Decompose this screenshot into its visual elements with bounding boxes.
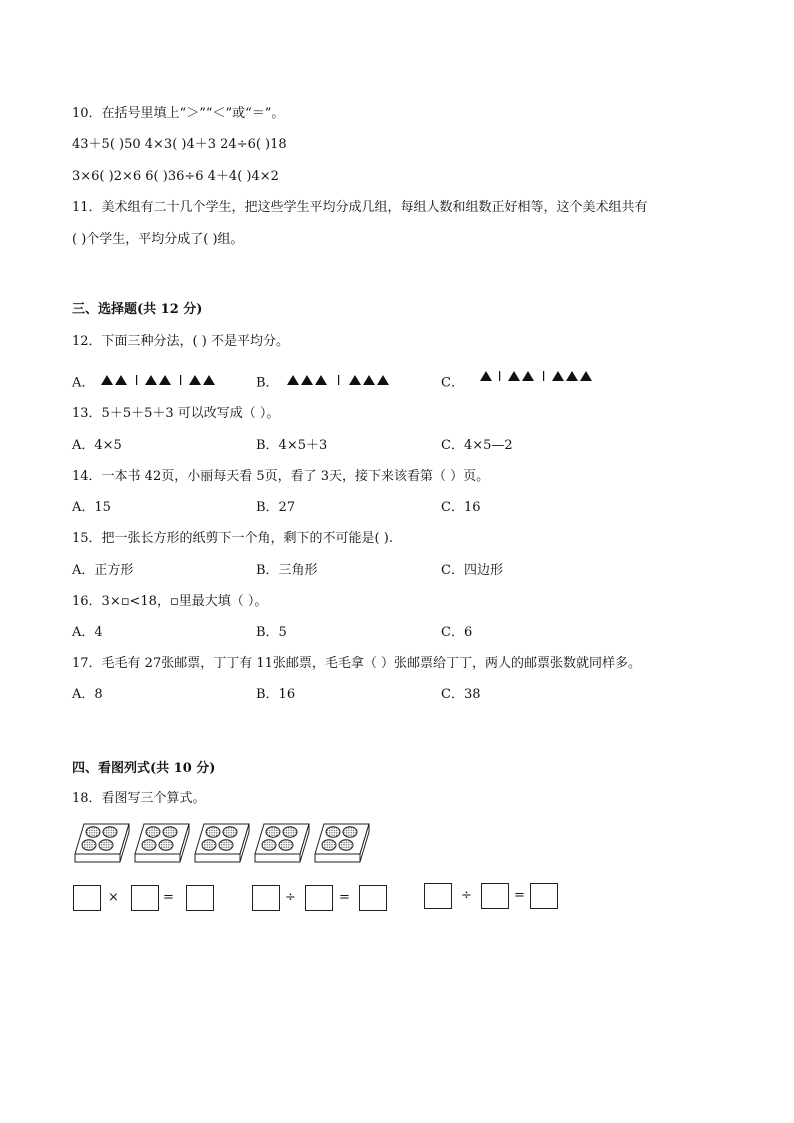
q11-line2: ( )个学生，平均分成了( )组。 [72, 232, 244, 247]
q12-option-a [72, 372, 229, 394]
q16-option-c: C．6 [441, 625, 473, 640]
q14-option-b: B．27 [256, 500, 296, 515]
answer-box[interactable] [530, 883, 558, 909]
multiply-sign: × [108, 890, 119, 905]
triangle-groups-icon [283, 372, 403, 388]
answer-box[interactable] [252, 885, 280, 911]
q12-option-b-label: B． [256, 375, 279, 391]
tray-icon [74, 822, 130, 864]
tray-icon [254, 822, 310, 864]
q15-option-c: C．四边形 [441, 563, 503, 578]
tray-icon [194, 822, 250, 864]
q12-option-a-figure [99, 372, 229, 394]
q10-row1: 43＋5( )50 4×3( )4＋3 24÷6( )18 [72, 137, 287, 152]
q10-row2: 3×6( )2×6 6( )36÷6 4＋4( )4×2 [72, 169, 279, 184]
q12-option-a-label: A． [72, 375, 95, 391]
triangle-groups-icon [468, 368, 608, 384]
divide-sign: ÷ [285, 890, 296, 905]
q12-option-c [441, 372, 608, 394]
answer-box[interactable] [359, 885, 387, 911]
equals-sign: = [339, 890, 350, 905]
equals-sign: = [514, 888, 525, 903]
answer-box[interactable] [424, 883, 452, 909]
q10-prompt: 10．在括号里填上“＞”“＜”或“＝”。 [72, 106, 285, 121]
q13-option-b: B．4×5＋3 [256, 438, 328, 453]
q12-option-c-figure [468, 372, 608, 394]
q17-option-a: A．8 [72, 687, 103, 702]
answer-box[interactable] [131, 885, 159, 911]
q17-prompt: 17．毛毛有 27张邮票，丁丁有 11张邮票，毛毛拿（ ）张邮票给丁丁，两人的邮票张数就同样多。 [72, 656, 642, 671]
q13-option-a: A．4×5 [72, 438, 122, 453]
triangle-groups-icon [99, 372, 229, 388]
answer-box[interactable] [305, 885, 333, 911]
section3-title: 三、选择题(共 12 分) [72, 302, 203, 317]
q18-prompt: 18．看图写三个算式。 [72, 791, 206, 806]
q17-option-b: B．16 [256, 687, 296, 702]
q12-option-b-figure [283, 372, 403, 394]
answer-box[interactable] [73, 885, 101, 911]
answer-box[interactable] [481, 883, 509, 909]
q12-option-c-label: C． [441, 375, 464, 391]
q14-prompt: 14．一本书 42页，小丽每天看 5页，看了 3天，接下来该看第（ ）页。 [72, 469, 490, 484]
q15-option-b: B．三角形 [256, 563, 318, 578]
q14-option-a: A．15 [72, 500, 111, 515]
q17-option-c: C．38 [441, 687, 481, 702]
q15-prompt: 15．把一张长方形的纸剪下一个角，剩下的不可能是( ). [72, 531, 393, 546]
q15-option-a: A．正方形 [72, 563, 134, 578]
answer-box[interactable] [186, 885, 214, 911]
q14-option-c: C．16 [441, 500, 481, 515]
divide-sign: ÷ [461, 888, 472, 903]
q13-option-c: C．4×5—2 [441, 438, 513, 453]
q16-prompt: 16．3×▫<18，▫里最大填（ ）。 [72, 594, 268, 609]
q16-option-b: B．5 [256, 625, 287, 640]
q12-prompt: 12．下面三种分法，( ) 不是平均分。 [72, 334, 289, 349]
tray-icon [134, 822, 190, 864]
q13-prompt: 13．5＋5＋5＋3 可以改写成（ ）。 [72, 406, 280, 421]
q12-option-b [256, 372, 403, 394]
tray-icon [314, 822, 370, 864]
equals-sign: = [163, 890, 174, 905]
q11-line1: 11．美术组有二十几个学生，把这些学生平均分成几组，每组人数和组数正好相等，这个美术组共有 [72, 200, 648, 215]
section4-title: 四、看图列式(共 10 分) [72, 761, 216, 776]
q16-option-a: A．4 [72, 625, 103, 640]
